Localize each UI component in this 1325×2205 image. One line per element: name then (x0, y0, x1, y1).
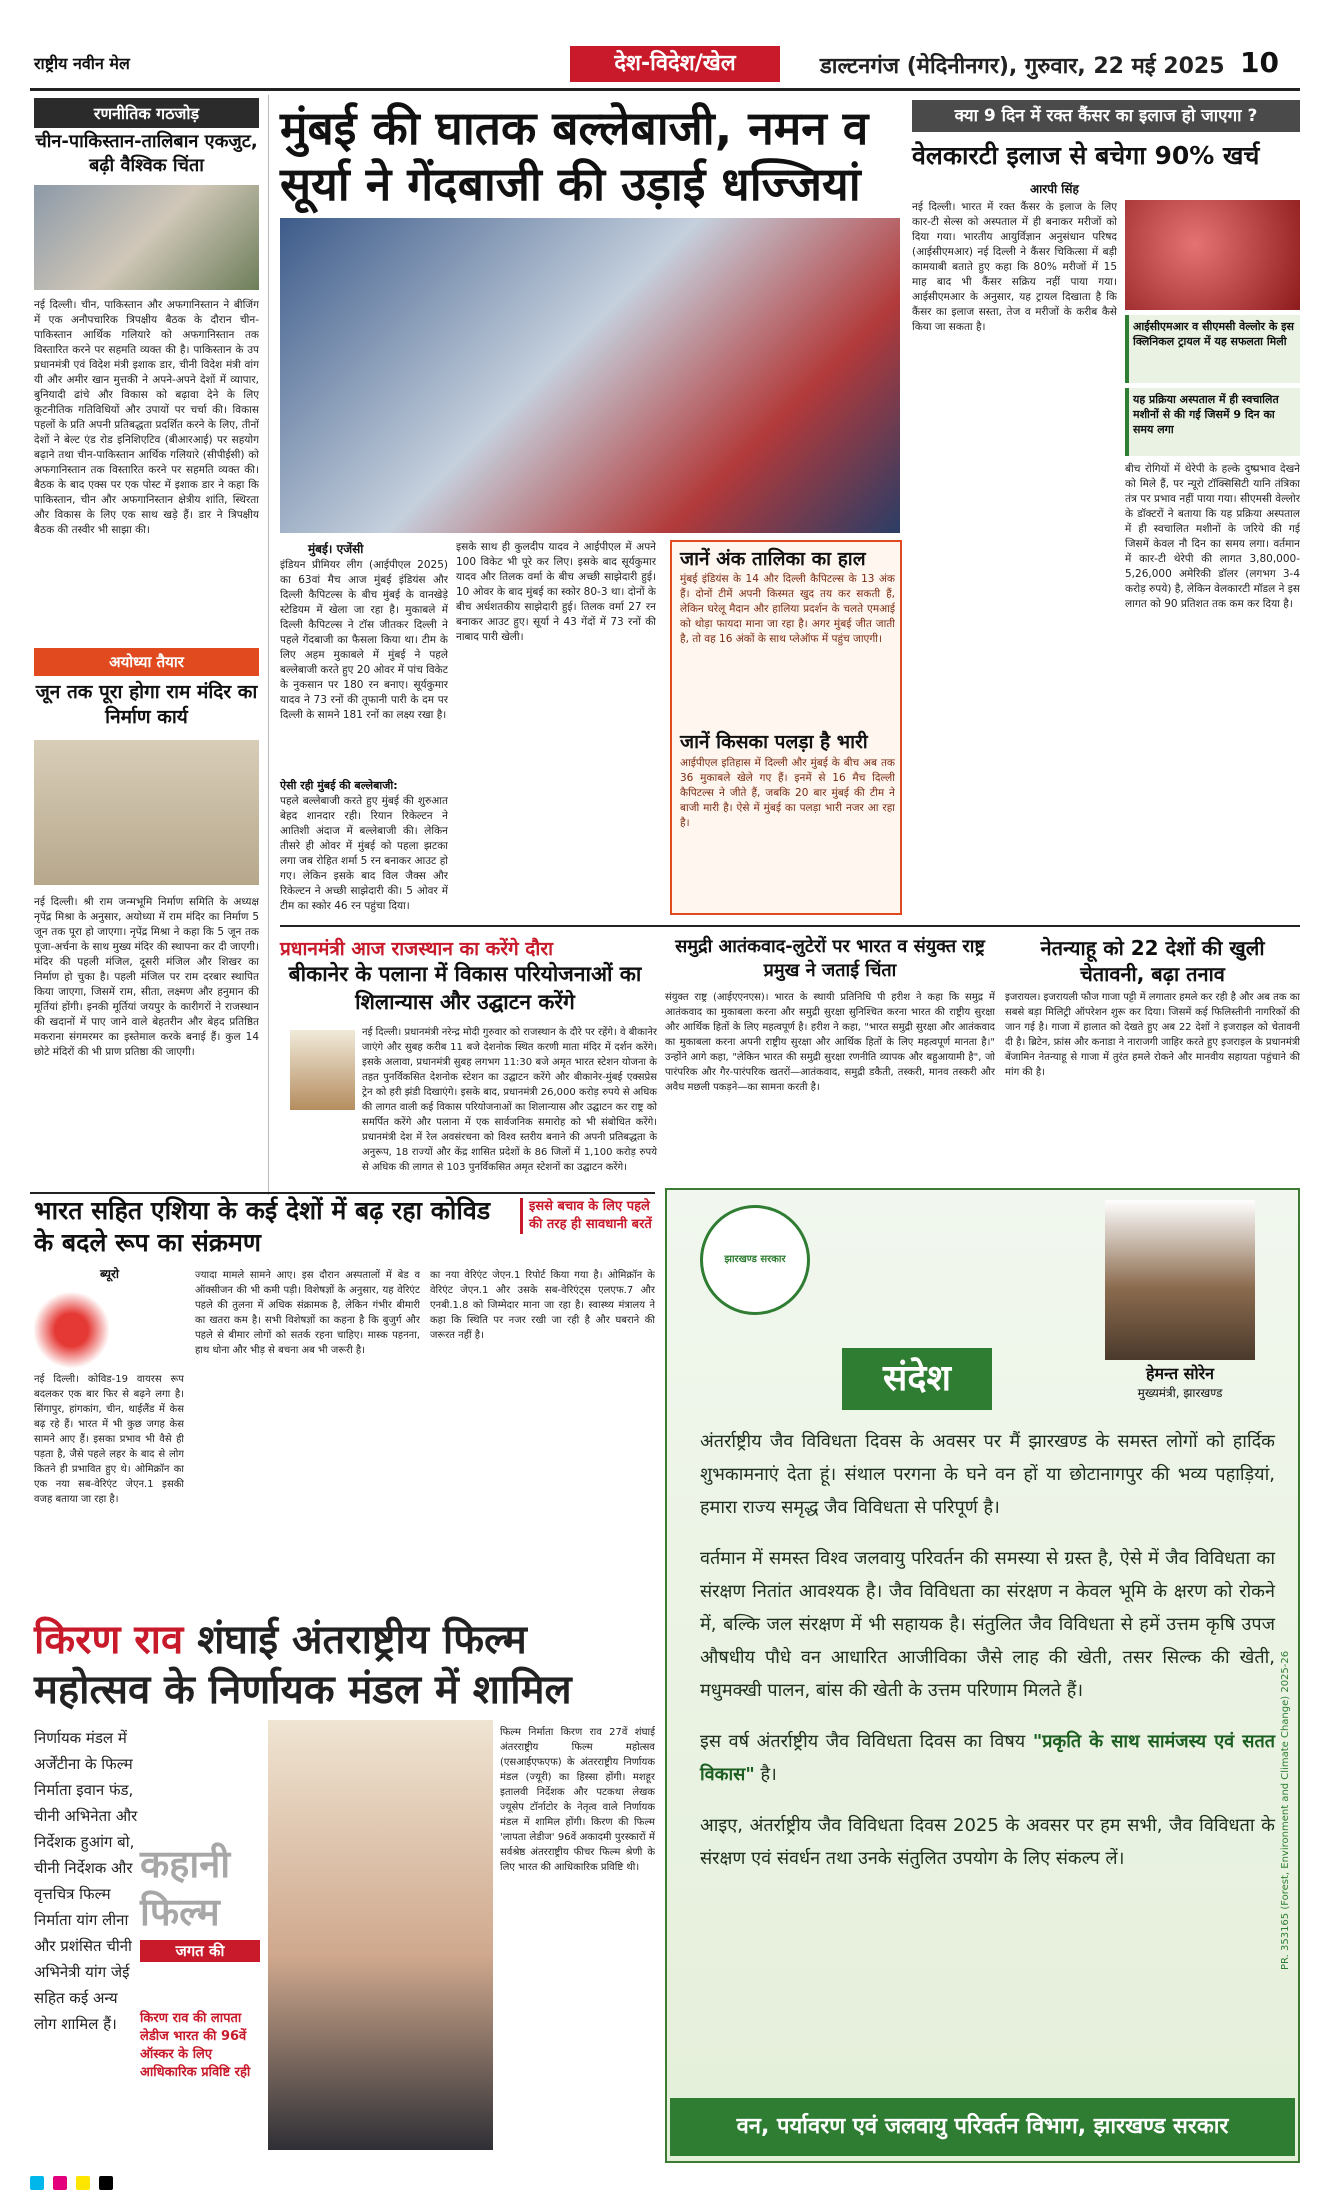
kiran-callout: किरण राव की लापता लेडीज भारत की 96वें ऑस्कर के लिए आधिकारिक प्रविष्टि रही (140, 2011, 251, 2080)
ad-para-2: वर्तमान में समस्त विश्व जलवायु परिवर्तन की समस्या से ग्रस्त है, ऐसे में जैव विविधता का संरक्षण नितांत आवश्यक है। जैव विविधता का संरक्षण न केवल भूमि के क्षरण को रोकने में, बल्कि जल संरक्षण में भी सहायक है। संतुलित जैव विविधता से हमें उत्तम कृषि उपज औषधीय पौधे वन आधारित आजीविका जैसे लाह की खेती, तसर सिल्क की खेती, मधुमक्खी पालन, बांस की खेती के उत्तम परिणाम मिलते हैं। (700, 1548, 1275, 1701)
lead-body-3: इसके साथ ही कुलदीप यादव ने आईपीएल में अपने 100 विकेट भी पूरे कर लिए। इसके बाद सूर्यकुमार यादव और तिलक वर्मा के बीच अच्छी साझेदारी हुई। 10 ओवर के बाद मुंबई का स्कोर 80-3 था। दोनों के बीच अर्धशतकीय साझेदारी हुई। तिलक वर्मा 27 रन बनाकर आउट हुए। सूर्या ने 43 गेंदों में 73 रनों की नाबाद पारी खेली। (456, 541, 656, 643)
cm-portrait (1105, 1200, 1255, 1360)
cancer-kicker: क्या 9 दिन में रक्त कैंसर का इलाज हो जाएगा ? (912, 100, 1300, 132)
kiran-name: किरण राव (34, 1617, 184, 1663)
ram-temple-photo (34, 740, 259, 885)
story2-title: जून तक पूरा होगा राम मंदिर का निर्माण कार्य (35, 681, 258, 728)
brand-line-2: फिल्म (140, 1890, 220, 1934)
section-tag: देश-विदेश/खेल (570, 46, 780, 82)
cancer-bullet-1: आईसीएमआर व सीएमसी वेल्लोर के इस क्लिनिकल ट्रायल में यह सफलता मिली (1125, 315, 1300, 383)
pm-kicker: प्रधानमंत्री आज राजस्थान का करेंगे दौरा (280, 938, 554, 960)
cancer-bullet-2: यह प्रक्रिया अस्पताल में ही स्वचालित मशीनों से की गई जिसमें 9 दिन का समय लगा (1125, 388, 1300, 456)
story1-body: नई दिल्ली। चीन, पाकिस्तान और अफगानिस्तान ने बीजिंग में एक अनौपचारिक त्रिपक्षीय बैठक के दौरान चीन-पाकिस्तान आर्थिक गलियारे को अफगानिस्तान तक विस्तारित करने पर सहमति व्यक्त की है। पाकिस्तान के उप प्रधानमंत्री एवं विदेश मंत्री इशाक डार, चीनी विदेश मंत्री वांग यी और अमीर खान मुत्तकी ने अपने-अपने देशों में व्यापार, बुनियादी ढांचे और विकास को बढ़ावा देने के लिए कूटनीतिक गतिविधियों और उपायों पर चर्चा की। विकास पहलों के प्रति अपनी प्रतिबद्धता प्रदर्शित करने के लिए, तीनों देशों ने बेल्ट एंड रोड इनिशिएटिव (बीआरआई) पर सहयोग बढ़ाने तथा चीन-पाकिस्तान आर्थिक गलियारे (सीपीईसी) को अफगानिस्तान तक विस्तारित करने पर सहमति व्यक्त की। बैठक के बाद एक्स पर एक पोस्ट में इशाक डार ने कहा कि पाकिस्तान, चीन और अफगानिस्तान क्षेत्रीय शांति, स्थिरता और विकास के लिए एक साथ खड़े हैं। डार ने त्रिपक्षीय बैठक की तस्वीर भी साझा की। (34, 299, 259, 536)
sidebar-title: जानें अंक तालिका का हाल (680, 548, 866, 570)
top-rule (30, 88, 1300, 91)
sidebar2-body: आईपीएल इतिहास में दिल्ली और मुंबई के बीच अब तक 36 मुकाबले खेले गए हैं। इनमें से 16 मैच दिल्ली कैपिटल्स ने जीते हैं, जबकि 20 बार मुंबई की टीम ने बाजी मारी है। ऐसे में मुंबई का पलड़ा भारी नजर आ रहा है। (680, 757, 895, 829)
page-number: 10 (1240, 46, 1279, 79)
brand-line-1: कहानी (140, 1842, 231, 1886)
covid-credit: ब्यूरो (100, 1267, 119, 1281)
cancer-byline: आरपी सिंह (1030, 182, 1079, 196)
netanyahu-body: इजरायल। इजरायली फौज गाजा पट्टी में लगातार हमले कर रही है और अब तक का सबसे बड़ा मिलिट्री ऑपरेशन शुरू कर दिया। जिसमें कई फिलिस्तीनी नागरिकों की जान गई है। गाजा में हालात को देखते हुए अब 22 देशों ने इजराइल को चेतावनी दी है। ब्रिटेन, फ्रांस और कनाडा ने नाराजगी जाहिर करते हुए इजराइल के प्रधानमंत्री बेंजामिन नेतन्याहू से गाजा में तुरंत हमले रोकने और मानवीय सहायता पहुंचाने की मांग की है। (1005, 992, 1300, 1078)
pm-portrait (290, 1030, 355, 1110)
covid-body-1: नई दिल्ली। कोविड-19 वायरस रूप बदलकर एक बार फिर से बढ़ने लगा है। सिंगापुर, हांगकांग, चीन, थाईलैंड में केस बढ़ रहे हैं। भारत में भी कुछ जगह केस सामने आए हैं। इसका प्रभाव भी वैसे ही पड़ता है, जैसे पहले लहर के बाद से लोग कितने ही प्रभावित हुए थे। ओमिक्रॉन का एक नया सब-वेरिएंट जेएन.1 इसकी वजह बताया जा रहा है। (34, 1374, 184, 1505)
ad-footer: वन, पर्यावरण एवं जलवायु परिवर्तन विभाग, झारखण्ड सरकार (670, 2098, 1295, 2156)
sandesh-label: संदेश (842, 1348, 992, 1410)
state-seal: झारखण्ड सरकार (700, 1205, 810, 1315)
ad-para-3 (700, 1725, 1275, 1791)
kiran-headline (34, 1615, 654, 1715)
ad-para-4: आइए, अंतर्राष्ट्रीय जैव विविधता दिवस 2025 के अवसर पर हम सभी, जैव विविधता के संरक्षण एवं संवर्धन तथा उनके संतुलित उपयोग के लिए संकल्प लें। (700, 1815, 1275, 1869)
magenta-swatch (53, 2176, 67, 2190)
covid-headline: भारत सहित एशिया के कई देशों में बढ़ रहा कोविड के बदले रूप का संक्रमण (34, 1196, 491, 1257)
kiran-body-2: फिल्म निर्माता किरण राव 27वें शंघाई अंतरराष्ट्रीय फिल्म महोत्सव (एसआईएफएफ) के अंतरराष्ट्रीय निर्णायक मंडल (ज्यूरी) का हिस्सा होंगी। मशहूर इतालवी निर्देशक और पटकथा लेखक ज्यूसेप टॉर्नाटोर के नेतृत्व वाले निर्णायक मंडल में शामिल होंगी। किरण की फिल्म 'लापता लेडीज' 96वें अकादमी पुरस्कारों में सर्वश्रेष्ठ अंतरराष्ट्रीय फीचर फिल्म श्रेणी के लिए भारत की आधिकारिक प्रविष्टि थी। (500, 1727, 655, 1873)
lead-body-2: पहले बल्लेबाजी करते हुए मुंबई की शुरुआत बेहद शानदार रही। रियान रिकेल्टन ने आतिशी अंदाज में बल्लेबाजी की। लेकिन तीसरे ही ओवर में मुंबई को पहला झटका लगा जब रोहित शर्मा 5 रन बनाकर आउट हो गए। लेकिन इसके बाद विल जैक्स और रिकेल्टन ने अच्छी साझेदारी की। 5 ओवर में टीम का स्कोर 46 रन पहुंचा दिया। (280, 795, 448, 912)
ad-para-1: अंतर्राष्ट्रीय जैव विविधता दिवस के अवसर पर मैं झारखण्ड के समस्त लोगों को हार्दिक शुभकामनाएं देता हूं। संथाल परगना के घने वन हों या छोटानागपुर की भव्य पहाड़ियां, हमारा राज्य समृद्ध जैव विविधता से परिपूर्ण है। (700, 1431, 1275, 1518)
kiran-body-1: निर्णायक मंडल में अर्जेंटीना के फिल्म निर्माता इवान फंड, चीनी अभिनेता और निर्देशक हुआंग बो, चीनी निर्देशक और वृत्तचित्र फिल्म निर्माता यांग लीना और प्रशंसित चीनी अभिनेत्री यांग जेई सहित कई अन्य लोग शामिल हैं। (34, 1729, 138, 2033)
un-headline: समुद्री आतंकवाद-लुटेरों पर भारत व संयुक्त राष्ट्र प्रमुख ने जताई चिंता (675, 936, 985, 981)
covid-rule (30, 1192, 655, 1194)
ad-message (700, 1425, 1275, 1893)
lead-subhead: ऐसी रही मुंबई की बल्लेबाजी: (280, 779, 398, 792)
pr-code: PR. 353165 (Forest, Environment and Climate Change) 2025-26 (1280, 1650, 1291, 1970)
cm-name: हेमन्त सोरेन (1145, 1364, 1215, 1383)
yellow-swatch (76, 2176, 90, 2190)
kiran-headline-rest: शंघाई अंतराष्ट्रीय फिल्म महोत्सव के निर्णायक मंडल में शामिल (34, 1617, 572, 1713)
sidebar-body: मुंबई इंडियंस के 14 और दिल्ली कैपिटल्स के 13 अंक हैं। दोनों टीमें अपनी किस्मत खुद तय कर सकती हैं, लेकिन घरेलू मैदान और हालिया प्रदर्शन के चलते एमआई को थोड़ा फायदा माना जा रहा है। अगर मुंबई जीत जाती है, तो वह 16 अंकों के साथ प्लेऑफ में पहुंच जाएगी। (680, 573, 895, 645)
covid-body-3: का नया वेरिएंट जेएन.1 रिपोर्ट किया गया है। ओमिक्रॉन के वेरिएंट जेएन.1 और उसके सब-वेरिएंट्स एलएफ.7 और एनबी.1.8 को जिम्मेदार माना जा रहा है। स्वास्थ्य मंत्रालय ने कहा कि स्थिति पर नजर रखी जा रही है और घबराने की जरूरत नहीं है। (430, 1270, 655, 1341)
cancer-body-2: बीच रोगियों में थेरेपी के हल्के दुष्प्रभाव देखने को मिले हैं, पर न्यूरो टॉक्सिसिटी यानि तंत्रिका तंत्र पर प्रभाव नहीं पाया गया। सीएमसी वेल्लोर के डॉक्टरों ने बताया कि यह प्रक्रिया अस्पताल में ही स्वचालित मशीनों के जरिये की गई जिसमें केवल नौ दिन का समय लगा। वर्तमान में कार-टी थेरेपी की लागत 3,80,000-5,26,000 अमेरिकी डॉलर (लगभग 3-4 करोड़ रुपये) है, लेकिन वेलकारटी मॉडल ने इस लागत को 90 प्रतिशत तक कम कर दिया है। (1125, 463, 1300, 610)
cricket-match-photo (280, 218, 900, 533)
masthead: राष्ट्रीय नवीन मेल (34, 54, 130, 73)
lead-body-1: इंडियन प्रीमियर लीग (आईपीएल 2025) का 63वां मैच आज मुंबई इंडियंस और दिल्ली कैपिटल्स के बीच मुंबई के वानखेड़े स्टेडियम में खेला जा रहा है। मुकाबले में दिल्ली कैपिटल्स ने टॉस जीतकर दिल्ली ने पहले गेंदबाजी का फैसला किया था। टीम के लिए अहम मुकाबले में मुंबई ने पहले बल्लेबाजी करते हुए 20 ओवर में पांच विकेट के नुकसान पर 180 रन बनाए। सूर्यकुमार यादव ने 73 रनों की तूफानी पारी के दम पर दिल्ली के सामने 181 रनों का लक्ष्य रखा है। (280, 559, 448, 721)
color-registration-bar (30, 2175, 1300, 2191)
brand-line-3: जगत की (140, 1940, 260, 1962)
section-rule (280, 925, 1300, 927)
netanyahu-headline: नेतन्याहू को 22 देशों की खुली चेतावनी, बढ़ा तनाव (1040, 936, 1265, 986)
virus-illustration (34, 1290, 109, 1370)
lead-credit: मुंबई। एजेंसी (308, 542, 364, 556)
dateline: डाल्टनगंज (मेदिनीनगर), गुरुवार, 22 मई 2025 (820, 54, 1225, 79)
left-label-ayodhya: अयोध्या तैयार (34, 648, 259, 676)
covid-body-2: ज्यादा मामले सामने आए। इस दौरान अस्पतालों में बेड व ऑक्सीजन की भी कमी पड़ी। विशेषज्ञों के अनुसार, यह वेरिएंट पहले की तुलना में अधिक संक्रामक है, लेकिन गंभीर बीमारी का खतरा कम है। सभी विशेषज्ञों का कहना है कि बुजुर्ग और पहले से बीमार लोगों को सतर्क रहना चाहिए। मास्क पहनना, हाथ धोना और भीड़ से बचना अब भी जरूरी है। (195, 1270, 420, 1356)
story1-title: चीन-पाकिस्तान-तालिबान एकजुट, बढ़ी वैश्विक चिंता (35, 131, 258, 176)
pm-headline: बीकानेर के पलाना में विकास परियोजनाओं का शिलान्यास और उद्घाटन करेंगे (288, 962, 642, 1014)
cm-title: मुख्यमंत्री, झारखण्ड (1137, 1386, 1223, 1400)
covid-side-note: इससे बचाव के लिए पहले की तरह ही सावधानी बरतें (520, 1198, 655, 1234)
pm-body: नई दिल्ली। प्रधानमंत्री नरेन्द्र मोदी गुरुवार को राजस्थान के दौरे पर रहेंगे। वे बीकानेर जाएंगे और सुबह करीब 11 बजे देशनोक स्थित करणी माता मंदिर में दर्शन करेंगे। इसके अलावा, प्रधानमंत्री सुबह लगभग 11:30 बजे अमृत भारत स्टेशन योजना के तहत पुनर्विकसित देशनोक स्टेशन का उद्घाटन करेंगे और बीकानेर-मुंबई एक्सप्रेस ट्रेन को हरी झंडी दिखाएंगे। इसके बाद, प्रधानमंत्री 26,000 करोड़ रुपये से अधिक की लागत वाली कई विकास परियोजनाओं का शिलान्यास और उद्घाटन कर राष्ट्र को समर्पित करेंगे और पलाना में एक सार्वजनिक समारोह को भी संबोधित करेंगे। प्रधानमंत्री देश में रेल अवसंरचना को विश्व स्तरीय बनाने की अपनी प्रतिबद्धता के अनुरूप, 18 राज्यों और केंद्र शासित प्रदेशों के 86 जिलों में 1,100 करोड़ रुपये से अधिक की लागत से 103 पुनर्विकसित अमृत स्टेशनों का उद्घाटन करेंगे। (362, 1027, 657, 1173)
cancer-headline: वेलकारटी इलाज से बचेगा 90% खर्च (912, 141, 1260, 170)
brand-kahani (140, 1840, 260, 1962)
ad-para-3-post: है। (760, 1764, 777, 1785)
lead-headline: मुंबई की घातक बल्लेबाजी, नमन व सूर्या ने गेंदबाजी की उड़ाई धज्जियां (280, 101, 869, 211)
column-divider (268, 95, 269, 1195)
un-body: संयुक्त राष्ट्र (आईएएनएस)। भारत के स्थायी प्रतिनिधि पी हरीश ने कहा कि समुद्र में आतंकवाद का मुकाबला करना और समुद्री सुरक्षा सुनिश्चित करना भारत की राष्ट्रीय सुरक्षा और आर्थिक हितों के लिए महत्वपूर्ण है। हरीश ने कहा, "भारत समुद्री सुरक्षा और आतंकवाद का मुकाबला करना अपनी राष्ट्रीय सुरक्षा और आर्थिक हितों के लिए महत्वपूर्ण मानता है।" उन्होंने आगे कहा, "लेकिन भारत की समुद्री सुरक्षा रणनीति व्यापक और बहुआयामी है", जो पारंपरिक और गैर-पारंपरिक खतरों—आतंकवाद, समुद्री डकैती, तस्करी, मानव तस्करी और अवैध मछली पकड़ने—का सामना करती है। (665, 992, 995, 1093)
black-swatch (99, 2176, 113, 2190)
kiran-portrait (268, 1720, 493, 2150)
cancer-body: नई दिल्ली। भारत में रक्त कैंसर के इलाज के लिए कार-टी सेल्स को अस्पताल में ही बनाकर मरीजों को दिया गया। भारतीय आयुर्विज्ञान अनुसंधान परिषद (आईसीएमआर) नई दिल्ली ने कैंसर चिकित्सा में बड़ी कामयाबी बताते हुए कहा कि 80% मरीजों में 15 माह बाद भी कैंसर सक्रिय नहीं पाया गया। आईसीएमआर के अनुसार, यह ट्रायल दिखाता है कि कैंसर का इलाज सस्ता, तेज व मरीजों के करीब कैसे किया जा सकता है। (912, 201, 1117, 333)
blood-cells-photo (1125, 200, 1300, 310)
trilateral-meeting-photo (34, 185, 259, 290)
sidebar2-title: जानें किसका पलड़ा है भारी (680, 731, 868, 753)
cyan-swatch (30, 2176, 44, 2190)
story2-body: नई दिल्ली। श्री राम जन्मभूमि निर्माण समिति के अध्यक्ष नृपेंद्र मिश्रा के अनुसार, अयोध्या में राम मंदिर का निर्माण 5 जून तक पूरा हो जाएगा। नृपेंद्र मिश्रा ने कहा कि 5 जून तक पूजा-अर्चना के साथ मुख्य मंदिर की स्थापना कर दी जाएगी। मंदिर की पहली मंजिल, दूसरी मंजिल और शिखर का निर्माण हो चुका है। पहली मंजिल पर राम दरबार स्थापित किया जाएगा, जिसमें राम, सीता, लक्ष्मण और हनुमान की मूर्तियां होंगी। इनकी मूर्तियां जयपुर के कारीगरों ने राजस्थान की खदानों में पाए जाने वाले बेहतरीन और बेहद प्रतिष्ठित मकराना संगमरमर का इस्तेमाल करके बनाई हैं। कुल 14 छोटे मंदिरों की भी प्राण प्रतिष्ठा की जाएगी। (34, 896, 259, 1058)
left-label-strategic: रणनीतिक गठजोड़ (34, 98, 259, 128)
ad-para-3-pre: इस वर्ष अंतर्राष्ट्रीय जैव विविधता दिवस का विषय (700, 1731, 1026, 1752)
ad-theme: "प्रकृति के साथ सामंजस्य एवं सतत विकास" (700, 1731, 1275, 1785)
